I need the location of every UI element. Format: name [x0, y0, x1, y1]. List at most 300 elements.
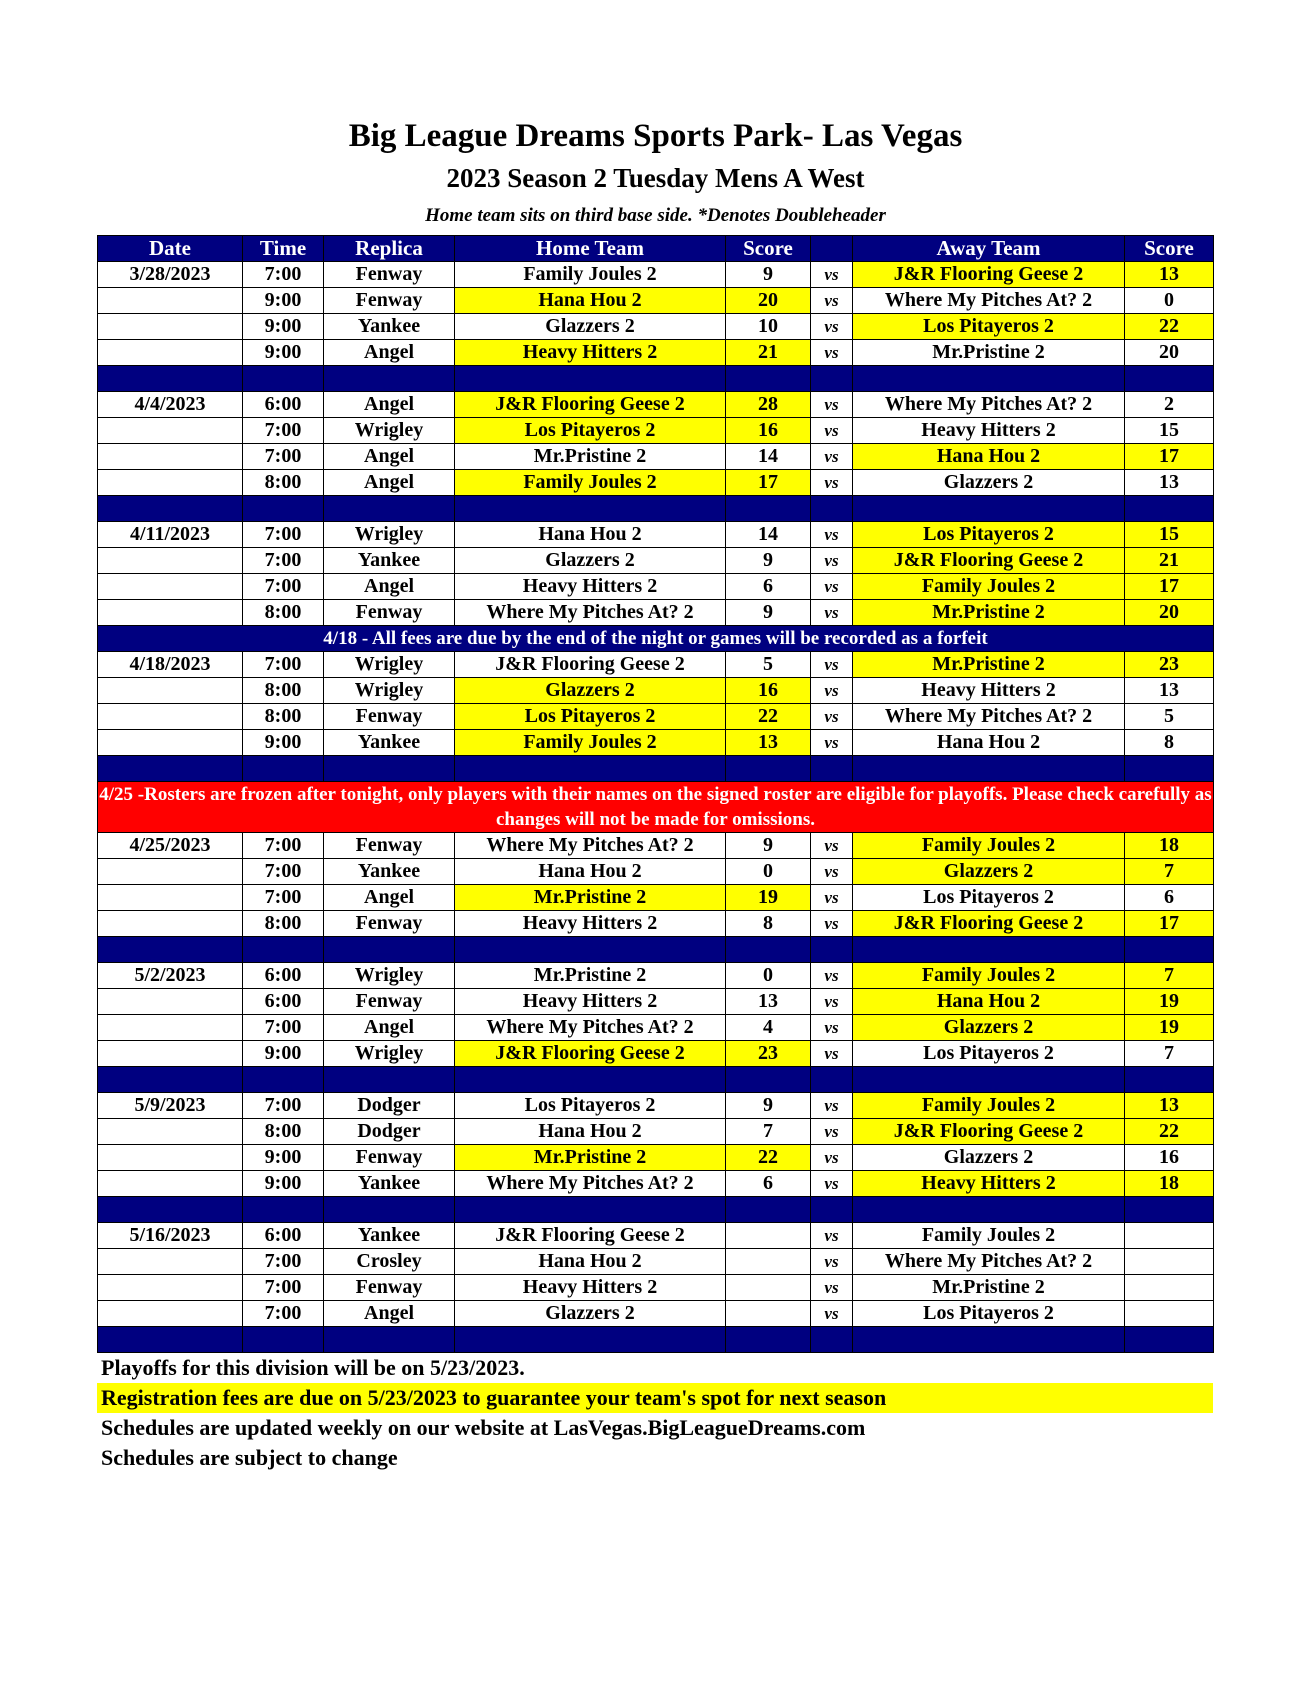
home-score-cell: 13 [726, 730, 811, 756]
replica-field-cell: Fenway [324, 833, 455, 859]
away-team-cell: Glazzers 2 [853, 470, 1125, 496]
divider-cell [243, 1197, 324, 1223]
home-team-cell: Glazzers 2 [455, 678, 726, 704]
away-score-cell [1125, 1249, 1214, 1275]
game-row [98, 262, 1214, 288]
vs-cell: vs [811, 911, 853, 937]
home-score-cell: 0 [726, 859, 811, 885]
vs-cell: vs [811, 418, 853, 444]
home-team-cell: Heavy Hitters 2 [455, 574, 726, 600]
divider-cell [811, 756, 853, 782]
divider-cell [811, 1197, 853, 1223]
replica-field-cell: Wrigley [324, 522, 455, 548]
home-score-cell: 19 [726, 885, 811, 911]
divider-cell [243, 937, 324, 963]
away-team-cell: Los Pitayeros 2 [853, 1041, 1125, 1067]
away-score-cell: 15 [1125, 418, 1214, 444]
time-cell: 7:00 [243, 522, 324, 548]
fees-notice-row [98, 626, 1214, 652]
away-score-cell: 8 [1125, 730, 1214, 756]
home-score-cell: 14 [726, 444, 811, 470]
home-score-cell: 8 [726, 911, 811, 937]
home-team-cell: Glazzers 2 [455, 548, 726, 574]
home-score-cell [726, 1301, 811, 1327]
column-header-vs [811, 236, 853, 262]
schedule-note: Home team sits on third base side. *Denotes Doubleheader [425, 205, 886, 226]
home-team-cell: Mr.Pristine 2 [455, 885, 726, 911]
divider-cell [455, 1197, 726, 1223]
date-cell [98, 548, 243, 574]
away-score-cell: 21 [1125, 548, 1214, 574]
time-cell: 9:00 [243, 288, 324, 314]
home-score-cell [726, 1249, 811, 1275]
vs-cell: vs [811, 652, 853, 678]
game-row [98, 1093, 1214, 1119]
home-team-cell: Mr.Pristine 2 [455, 444, 726, 470]
divider-cell [324, 756, 455, 782]
home-team-cell: Mr.Pristine 2 [455, 1145, 726, 1171]
replica-field-cell: Yankee [324, 730, 455, 756]
divider-cell [455, 1327, 726, 1353]
home-team-cell: J&R Flooring Geese 2 [455, 652, 726, 678]
vs-cell: vs [811, 288, 853, 314]
divider-cell [726, 1327, 811, 1353]
home-score-cell: 0 [726, 963, 811, 989]
divider-cell [811, 366, 853, 392]
divider-cell [1125, 366, 1214, 392]
divider-cell [853, 496, 1125, 522]
date-cell [98, 1145, 243, 1171]
away-team-cell: Hana Hou 2 [853, 444, 1125, 470]
replica-field-cell: Angel [324, 574, 455, 600]
replica-field-cell: Fenway [324, 1275, 455, 1301]
column-header-home-score: Score [726, 236, 811, 262]
date-cell [98, 1015, 243, 1041]
game-row [98, 1145, 1214, 1171]
away-team-cell: Mr.Pristine 2 [853, 600, 1125, 626]
home-team-cell: Glazzers 2 [455, 314, 726, 340]
vs-cell: vs [811, 885, 853, 911]
home-score-cell: 9 [726, 833, 811, 859]
divider-cell [455, 937, 726, 963]
divider-cell [324, 1067, 455, 1093]
replica-field-cell: Yankee [324, 1171, 455, 1197]
divider-cell [98, 1197, 243, 1223]
away-team-cell: J&R Flooring Geese 2 [853, 911, 1125, 937]
date-cell [98, 1301, 243, 1327]
away-team-cell: J&R Flooring Geese 2 [853, 1119, 1125, 1145]
game-row [98, 314, 1214, 340]
game-row [98, 470, 1214, 496]
replica-field-cell: Angel [324, 470, 455, 496]
time-cell: 7:00 [243, 444, 324, 470]
date-cell [98, 288, 243, 314]
footer-line: Schedules are subject to change [101, 1445, 398, 1470]
away-team-cell: J&R Flooring Geese 2 [853, 548, 1125, 574]
divider-cell [853, 366, 1125, 392]
date-cell [98, 600, 243, 626]
divider-cell [98, 1067, 243, 1093]
replica-field-cell: Yankee [324, 314, 455, 340]
footer-line: Playoffs for this division will be on 5/23/2023. [101, 1355, 525, 1380]
home-score-cell [726, 1223, 811, 1249]
date-cell [98, 1041, 243, 1067]
home-score-cell: 9 [726, 1093, 811, 1119]
game-row [98, 911, 1214, 937]
date-cell [98, 1275, 243, 1301]
game-row [98, 548, 1214, 574]
away-score-cell: 7 [1125, 1041, 1214, 1067]
divider-cell [455, 756, 726, 782]
away-team-cell: Mr.Pristine 2 [853, 1275, 1125, 1301]
column-header-away-score: Score [1125, 236, 1214, 262]
time-cell: 7:00 [243, 859, 324, 885]
home-team-cell: Hana Hou 2 [455, 522, 726, 548]
away-team-cell: Glazzers 2 [853, 1145, 1125, 1171]
divider-cell [324, 366, 455, 392]
game-row [98, 1223, 1214, 1249]
away-team-cell: Where My Pitches At? 2 [853, 288, 1125, 314]
away-team-cell: Los Pitayeros 2 [853, 885, 1125, 911]
home-score-cell: 20 [726, 288, 811, 314]
home-score-cell: 13 [726, 989, 811, 1015]
vs-cell: vs [811, 1301, 853, 1327]
section-divider-row [98, 1067, 1214, 1093]
vs-cell: vs [811, 989, 853, 1015]
divider-cell [243, 496, 324, 522]
vs-cell: vs [811, 678, 853, 704]
divider-cell [98, 756, 243, 782]
divider-cell [1125, 496, 1214, 522]
home-score-cell: 10 [726, 314, 811, 340]
away-score-cell: 13 [1125, 678, 1214, 704]
divider-cell [726, 937, 811, 963]
divider-cell [853, 1327, 1125, 1353]
time-cell: 7:00 [243, 574, 324, 600]
divider-cell [1125, 756, 1214, 782]
roster-notice-row [98, 782, 1214, 833]
replica-field-cell: Fenway [324, 600, 455, 626]
divider-cell [811, 937, 853, 963]
away-score-cell: 17 [1125, 574, 1214, 600]
home-score-cell: 28 [726, 392, 811, 418]
date-cell [98, 911, 243, 937]
column-header-home-team: Home Team [455, 236, 726, 262]
home-score-cell: 14 [726, 522, 811, 548]
vs-cell: vs [811, 470, 853, 496]
time-cell: 9:00 [243, 340, 324, 366]
home-team-cell: Los Pitayeros 2 [455, 1093, 726, 1119]
away-team-cell: Hana Hou 2 [853, 989, 1125, 1015]
time-cell: 7:00 [243, 1249, 324, 1275]
home-score-cell: 9 [726, 600, 811, 626]
game-row [98, 833, 1214, 859]
time-cell: 8:00 [243, 911, 324, 937]
replica-field-cell: Yankee [324, 1223, 455, 1249]
date-cell [98, 1171, 243, 1197]
divider-cell [1125, 937, 1214, 963]
vs-cell: vs [811, 1015, 853, 1041]
time-cell: 9:00 [243, 314, 324, 340]
divider-cell [1125, 1327, 1214, 1353]
time-cell: 7:00 [243, 833, 324, 859]
home-team-cell: Glazzers 2 [455, 1301, 726, 1327]
vs-cell: vs [811, 392, 853, 418]
home-score-cell: 22 [726, 1145, 811, 1171]
vs-cell: vs [811, 1249, 853, 1275]
date-cell [98, 1249, 243, 1275]
away-score-cell: 19 [1125, 1015, 1214, 1041]
divider-cell [853, 756, 1125, 782]
divider-cell [324, 937, 455, 963]
away-team-cell: Glazzers 2 [853, 1015, 1125, 1041]
time-cell: 8:00 [243, 678, 324, 704]
away-team-cell: Family Joules 2 [853, 963, 1125, 989]
time-cell: 7:00 [243, 548, 324, 574]
footer-line: Schedules are updated weekly on our website at LasVegas.BigLeagueDreams.com [101, 1415, 866, 1440]
home-score-cell: 22 [726, 704, 811, 730]
section-divider-row [98, 1327, 1214, 1353]
away-score-cell: 20 [1125, 340, 1214, 366]
notice-text: 4/25 -Rosters are frozen after tonight, only players with their names on the signed roster are eligible for playoffs. Please check carefully as changes will not be made for omissions. [98, 782, 1214, 833]
date-cell [98, 678, 243, 704]
away-team-cell: Family Joules 2 [853, 1223, 1125, 1249]
date-cell: 4/25/2023 [98, 833, 243, 859]
time-cell: 6:00 [243, 989, 324, 1015]
date-cell: 3/28/2023 [98, 262, 243, 288]
home-score-cell: 6 [726, 574, 811, 600]
away-score-cell: 0 [1125, 288, 1214, 314]
game-row [98, 1015, 1214, 1041]
home-score-cell: 21 [726, 340, 811, 366]
home-team-cell: Mr.Pristine 2 [455, 963, 726, 989]
away-score-cell: 13 [1125, 262, 1214, 288]
table-header-row [98, 236, 1214, 262]
away-team-cell: Los Pitayeros 2 [853, 314, 1125, 340]
game-row [98, 704, 1214, 730]
away-team-cell: Where My Pitches At? 2 [853, 392, 1125, 418]
away-team-cell: Heavy Hitters 2 [853, 1171, 1125, 1197]
divider-cell [811, 1327, 853, 1353]
divider-cell [811, 496, 853, 522]
home-team-cell: Los Pitayeros 2 [455, 704, 726, 730]
vs-cell: vs [811, 1093, 853, 1119]
game-row [98, 678, 1214, 704]
date-cell [98, 340, 243, 366]
divider-cell [1125, 1197, 1214, 1223]
divider-cell [455, 1067, 726, 1093]
time-cell: 7:00 [243, 418, 324, 444]
section-divider-row [98, 937, 1214, 963]
date-cell [98, 418, 243, 444]
game-row [98, 392, 1214, 418]
schedule-table [97, 235, 1214, 1353]
time-cell: 9:00 [243, 730, 324, 756]
home-team-cell: Where My Pitches At? 2 [455, 833, 726, 859]
section-divider-row [98, 496, 1214, 522]
game-row [98, 859, 1214, 885]
time-cell: 7:00 [243, 652, 324, 678]
away-team-cell: Heavy Hitters 2 [853, 418, 1125, 444]
vs-cell: vs [811, 444, 853, 470]
divider-cell [98, 1327, 243, 1353]
date-cell [98, 1119, 243, 1145]
home-team-cell: J&R Flooring Geese 2 [455, 1041, 726, 1067]
away-score-cell: 7 [1125, 963, 1214, 989]
time-cell: 7:00 [243, 1093, 324, 1119]
replica-field-cell: Wrigley [324, 678, 455, 704]
divider-cell [455, 366, 726, 392]
page-title: Big League Dreams Sports Park- Las Vegas [348, 118, 963, 154]
away-score-cell: 17 [1125, 911, 1214, 937]
away-score-cell [1125, 1223, 1214, 1249]
date-cell: 4/4/2023 [98, 392, 243, 418]
home-score-cell: 9 [726, 548, 811, 574]
home-team-cell: Hana Hou 2 [455, 288, 726, 314]
away-score-cell: 19 [1125, 989, 1214, 1015]
divider-cell [853, 937, 1125, 963]
time-cell: 6:00 [243, 1223, 324, 1249]
away-team-cell: Where My Pitches At? 2 [853, 704, 1125, 730]
divider-cell [726, 496, 811, 522]
away-score-cell: 5 [1125, 704, 1214, 730]
away-team-cell: Family Joules 2 [853, 574, 1125, 600]
away-score-cell: 13 [1125, 1093, 1214, 1119]
vs-cell: vs [811, 522, 853, 548]
game-row [98, 340, 1214, 366]
away-team-cell: Heavy Hitters 2 [853, 678, 1125, 704]
vs-cell: vs [811, 833, 853, 859]
home-score-cell: 17 [726, 470, 811, 496]
home-score-cell: 4 [726, 1015, 811, 1041]
date-cell [98, 704, 243, 730]
divider-cell [1125, 1067, 1214, 1093]
time-cell: 8:00 [243, 470, 324, 496]
game-row [98, 1041, 1214, 1067]
divider-cell [853, 1067, 1125, 1093]
replica-field-cell: Wrigley [324, 1041, 455, 1067]
time-cell: 7:00 [243, 885, 324, 911]
column-header-date: Date [98, 236, 243, 262]
vs-cell: vs [811, 1119, 853, 1145]
away-score-cell: 18 [1125, 833, 1214, 859]
game-row [98, 1249, 1214, 1275]
date-cell: 5/2/2023 [98, 963, 243, 989]
replica-field-cell: Fenway [324, 704, 455, 730]
divider-cell [811, 1067, 853, 1093]
vs-cell: vs [811, 1171, 853, 1197]
game-row [98, 989, 1214, 1015]
away-team-cell: Where My Pitches At? 2 [853, 1249, 1125, 1275]
away-score-cell: 23 [1125, 652, 1214, 678]
replica-field-cell: Dodger [324, 1119, 455, 1145]
home-score-cell: 16 [726, 418, 811, 444]
home-team-cell: Heavy Hitters 2 [455, 1275, 726, 1301]
vs-cell: vs [811, 574, 853, 600]
game-row [98, 1301, 1214, 1327]
home-team-cell: Where My Pitches At? 2 [455, 600, 726, 626]
time-cell: 6:00 [243, 392, 324, 418]
date-cell [98, 574, 243, 600]
divider-cell [243, 366, 324, 392]
game-row [98, 288, 1214, 314]
home-score-cell [726, 1275, 811, 1301]
home-score-cell: 23 [726, 1041, 811, 1067]
home-team-cell: Hana Hou 2 [455, 859, 726, 885]
home-team-cell: Where My Pitches At? 2 [455, 1171, 726, 1197]
away-score-cell [1125, 1275, 1214, 1301]
replica-field-cell: Angel [324, 885, 455, 911]
replica-field-cell: Wrigley [324, 963, 455, 989]
date-cell: 5/16/2023 [98, 1223, 243, 1249]
home-team-cell: Hana Hou 2 [455, 1249, 726, 1275]
vs-cell: vs [811, 730, 853, 756]
away-score-cell: 22 [1125, 1119, 1214, 1145]
divider-cell [243, 1067, 324, 1093]
away-score-cell: 2 [1125, 392, 1214, 418]
replica-field-cell: Fenway [324, 911, 455, 937]
away-team-cell: Mr.Pristine 2 [853, 340, 1125, 366]
away-team-cell: Family Joules 2 [853, 1093, 1125, 1119]
time-cell: 8:00 [243, 704, 324, 730]
game-row [98, 1119, 1214, 1145]
vs-cell: vs [811, 963, 853, 989]
away-score-cell [1125, 1301, 1214, 1327]
date-cell [98, 470, 243, 496]
home-team-cell: Family Joules 2 [455, 262, 726, 288]
column-header-away-team: Away Team [853, 236, 1125, 262]
date-cell: 4/11/2023 [98, 522, 243, 548]
divider-cell [726, 1067, 811, 1093]
divider-cell [98, 366, 243, 392]
home-score-cell: 7 [726, 1119, 811, 1145]
date-cell [98, 730, 243, 756]
vs-cell: vs [811, 340, 853, 366]
divider-cell [726, 1197, 811, 1223]
game-row [98, 600, 1214, 626]
home-team-cell: Heavy Hitters 2 [455, 340, 726, 366]
divider-cell [324, 1327, 455, 1353]
replica-field-cell: Fenway [324, 262, 455, 288]
home-score-cell: 16 [726, 678, 811, 704]
replica-field-cell: Angel [324, 392, 455, 418]
time-cell: 7:00 [243, 1275, 324, 1301]
replica-field-cell: Wrigley [324, 418, 455, 444]
away-score-cell: 17 [1125, 444, 1214, 470]
divider-cell [853, 1197, 1125, 1223]
away-score-cell: 15 [1125, 522, 1214, 548]
time-cell: 7:00 [243, 262, 324, 288]
page-subtitle: 2023 Season 2 Tuesday Mens A West [446, 163, 865, 193]
column-header-time: Time [243, 236, 324, 262]
section-divider-row [98, 1197, 1214, 1223]
home-team-cell: Family Joules 2 [455, 470, 726, 496]
game-row [98, 963, 1214, 989]
vs-cell: vs [811, 1041, 853, 1067]
replica-field-cell: Fenway [324, 288, 455, 314]
date-cell [98, 885, 243, 911]
time-cell: 9:00 [243, 1145, 324, 1171]
away-team-cell: Mr.Pristine 2 [853, 652, 1125, 678]
vs-cell: vs [811, 314, 853, 340]
replica-field-cell: Yankee [324, 859, 455, 885]
divider-cell [243, 1327, 324, 1353]
time-cell: 9:00 [243, 1171, 324, 1197]
away-score-cell: 18 [1125, 1171, 1214, 1197]
replica-field-cell: Fenway [324, 989, 455, 1015]
game-row [98, 1171, 1214, 1197]
date-cell [98, 444, 243, 470]
